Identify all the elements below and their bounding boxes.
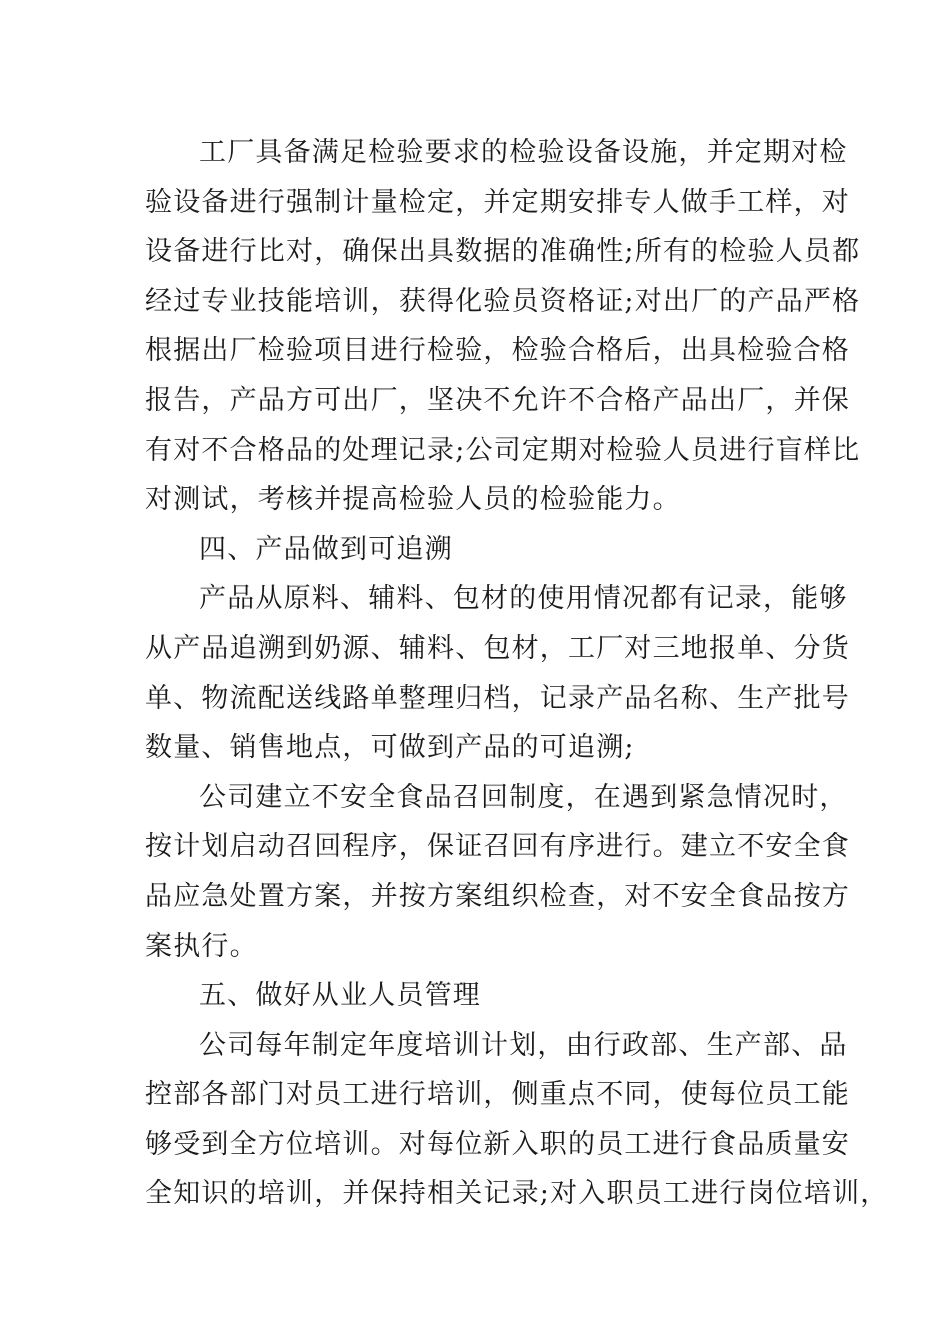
text-line: 品应急处置方案，并按方案组织检查，对不安全食品按方: [145, 880, 850, 912]
text-line: 单、物流配送线路单整理归档，记录产品名称、生产批号: [145, 682, 850, 714]
text-line: 验设备进行强制计量检定，并定期安排专人做手工样，对: [145, 186, 850, 218]
text-line: 对测试，考核并提高检验人员的检验能力。: [145, 484, 681, 516]
text-line: 根据出厂检验项目进行检验，检验合格后，出具检验合格: [145, 335, 850, 367]
section-heading: 四、产品做到可追溯: [199, 533, 453, 565]
text-line: 从产品追溯到奶源、辅料、包材，工厂对三地报单、分货: [145, 632, 850, 664]
text-line: 公司建立不安全食品召回制度，在遇到紧急情况时，: [199, 781, 848, 813]
section-heading: 五、做好从业人员管理: [199, 980, 481, 1012]
text-line: 公司每年制定年度培训计划，由行政部、生产部、品: [199, 1029, 848, 1061]
text-line: 有对不合格品的处理记录;公司定期对检验人员进行盲样比: [145, 434, 861, 466]
text-line: 工厂具备满足检验要求的检验设备设施，并定期对检: [199, 137, 848, 168]
text-line: 数量、销售地点，可做到产品的可追溯;: [145, 732, 635, 764]
text-line: 按计划启动召回程序，保证召回有序进行。建立不安全食: [145, 831, 850, 863]
document-body: [145, 128, 889, 1219]
text-line: 产品从原料、辅料、包材的使用情况都有记录，能够: [199, 583, 848, 615]
text-line: 够受到全方位培训。对每位新入职的员工进行食品质量安: [145, 1128, 850, 1160]
text-line: 全知识的培训，并保持相关记录;对入职员工进行岗位培训，: [145, 1178, 889, 1210]
text-line: 报告，产品方可出厂，坚决不允许不合格产品出厂，并保: [145, 384, 850, 416]
text-line: 案执行。: [145, 930, 258, 962]
text-line: 设备进行比对，确保出具数据的准确性;所有的检验人员都: [145, 236, 861, 268]
text-line: 控部各部门对员工进行培训，侧重点不同，使每位员工能: [145, 1079, 850, 1111]
text-line: 经过专业技能培训，获得化验员资格证;对出厂的产品严格: [145, 285, 861, 317]
